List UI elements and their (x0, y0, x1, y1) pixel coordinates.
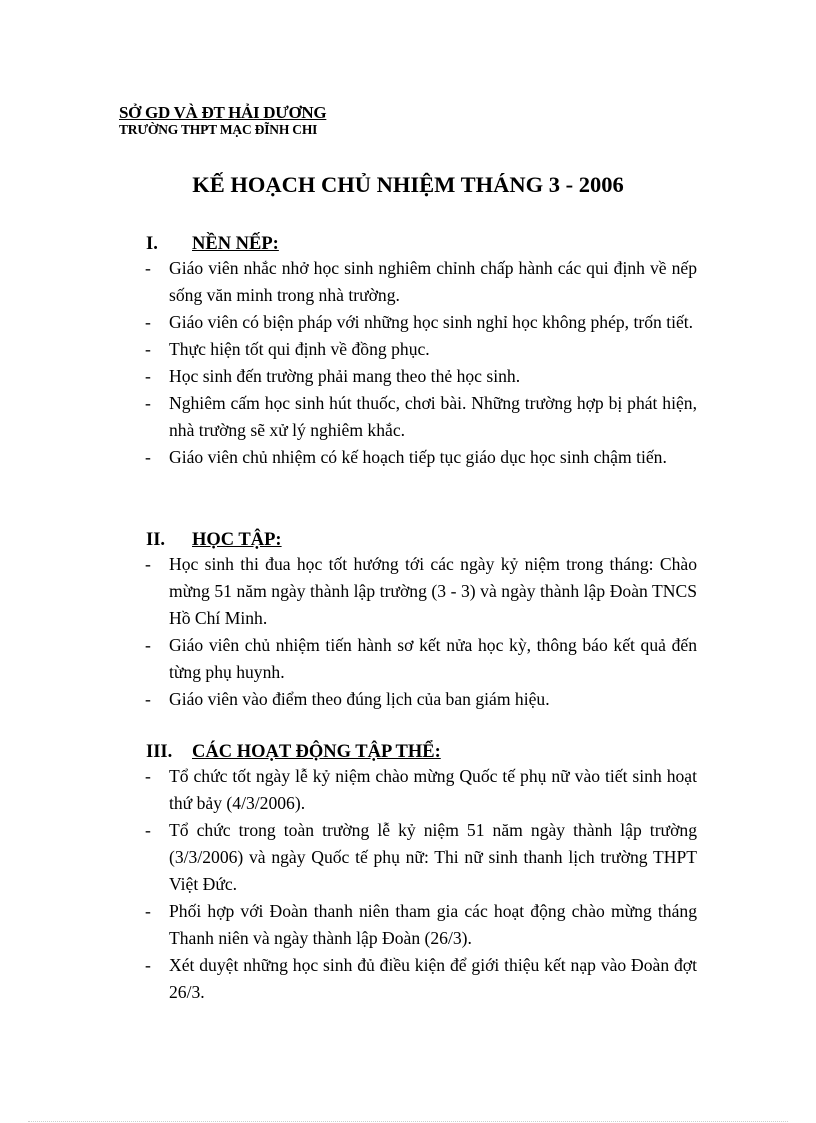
bullet-dash: - (145, 258, 151, 278)
section-study (119, 529, 697, 713)
list-item-text: Xét duyệt những học sinh đủ điều kiện để giới thiệu kết nạp vào Đoàn đợt 26/3. (169, 955, 697, 1002)
section-number: III. (146, 742, 173, 762)
list-item-text: Học sinh đến trường phải mang theo thẻ học sinh. (169, 366, 521, 386)
bullet-dash: - (145, 339, 151, 359)
section-title: NỀN NẾP: (192, 234, 279, 254)
list-item (119, 551, 697, 632)
section-title: HỌC TẬP: (192, 530, 282, 550)
section-discipline (119, 233, 697, 471)
list-item (119, 444, 697, 471)
section-number: II. (146, 530, 166, 550)
list-item-text: Tổ chức trong toàn trường lễ kỷ niệm 51 năm ngày thành lập trường (3/3/2006) và ngày Quốc tế phụ nữ: Thi nữ sinh thanh lịch trường THPT Việt Đức. (169, 820, 697, 894)
list-item (119, 363, 697, 390)
list-item (119, 952, 697, 1006)
bullet-dash: - (145, 393, 151, 413)
bullet-dash: - (145, 554, 151, 574)
list-item (119, 817, 697, 898)
list-item (119, 255, 697, 309)
section-group-activities (119, 741, 697, 1006)
section-title: CÁC HOẠT ĐỘNG TẬP THỂ: (192, 742, 441, 762)
list-item-text: Nghiêm cấm học sinh hút thuốc, chơi bài. Những trường hợp bị phát hiện, nhà trường sẽ xử lý nghiêm khắc. (169, 393, 697, 440)
bullet-dash: - (145, 901, 151, 921)
document-title: KẾ HOẠCH CHỦ NHIỆM THÁNG 3 - 2006 (192, 172, 624, 197)
list-item (119, 309, 697, 336)
list-item (119, 336, 697, 363)
list-item-text: Giáo viên vào điểm theo đúng lịch của ban giám hiệu. (169, 689, 550, 709)
school-name: TRƯỜNG THPT MẠC ĐĨNH CHI (119, 122, 318, 137)
bullet-dash: - (145, 312, 151, 332)
list-item-text: Giáo viên chủ nhiệm có kế hoạch tiếp tục giáo dục học sinh chậm tiến. (169, 447, 667, 467)
bullet-dash: - (145, 689, 151, 709)
bullet-dash: - (145, 820, 151, 840)
list-item (119, 390, 697, 444)
section-heading (146, 233, 697, 255)
list-item (119, 763, 697, 817)
list-item-text: Phối hợp với Đoàn thanh niên tham gia các hoạt động chào mừng tháng Thanh niên và ngày thành lập Đoàn (26/3). (169, 901, 697, 948)
list-item-text: Tổ chức tốt ngày lễ kỷ niệm chào mừng Quốc tế phụ nữ vào tiết sinh hoạt thứ bảy (4/3/2006). (169, 766, 697, 813)
section-items (119, 551, 697, 713)
bullet-dash: - (145, 635, 151, 655)
section-items (119, 763, 697, 1006)
bullet-dash: - (145, 447, 151, 467)
section-items (119, 255, 697, 471)
list-item-text: Giáo viên chủ nhiệm tiến hành sơ kết nửa học kỳ, thông báo kết quả đến từng phụ huynh. (169, 635, 697, 682)
list-item-text: Giáo viên nhắc nhở học sinh nghiêm chỉnh chấp hành các qui định về nếp sống văn minh trong nhà trường. (169, 258, 697, 305)
department-name: SỞ GD VÀ ĐT HẢI DƯƠNG (119, 103, 327, 122)
list-item-text: Học sinh thi đua học tốt hướng tới các ngày kỷ niệm trong tháng: Chào mừng 51 năm ngày thành lập trường (3 - 3) và ngày thành lập Đoàn TNCS Hồ Chí Minh. (169, 554, 697, 628)
list-item-text: Thực hiện tốt qui định về đồng phục. (169, 339, 430, 359)
bullet-dash: - (145, 955, 151, 975)
page-bottom-border (28, 1121, 788, 1122)
list-item (119, 686, 697, 713)
list-item (119, 632, 697, 686)
section-number: I. (146, 234, 158, 254)
section-heading (146, 529, 697, 551)
organization-header (119, 103, 326, 137)
bullet-dash: - (145, 366, 151, 386)
list-item (119, 898, 697, 952)
bullet-dash: - (145, 766, 151, 786)
section-heading (146, 741, 697, 763)
list-item-text: Giáo viên có biện pháp với những học sinh nghỉ học không phép, trốn tiết. (169, 312, 694, 332)
